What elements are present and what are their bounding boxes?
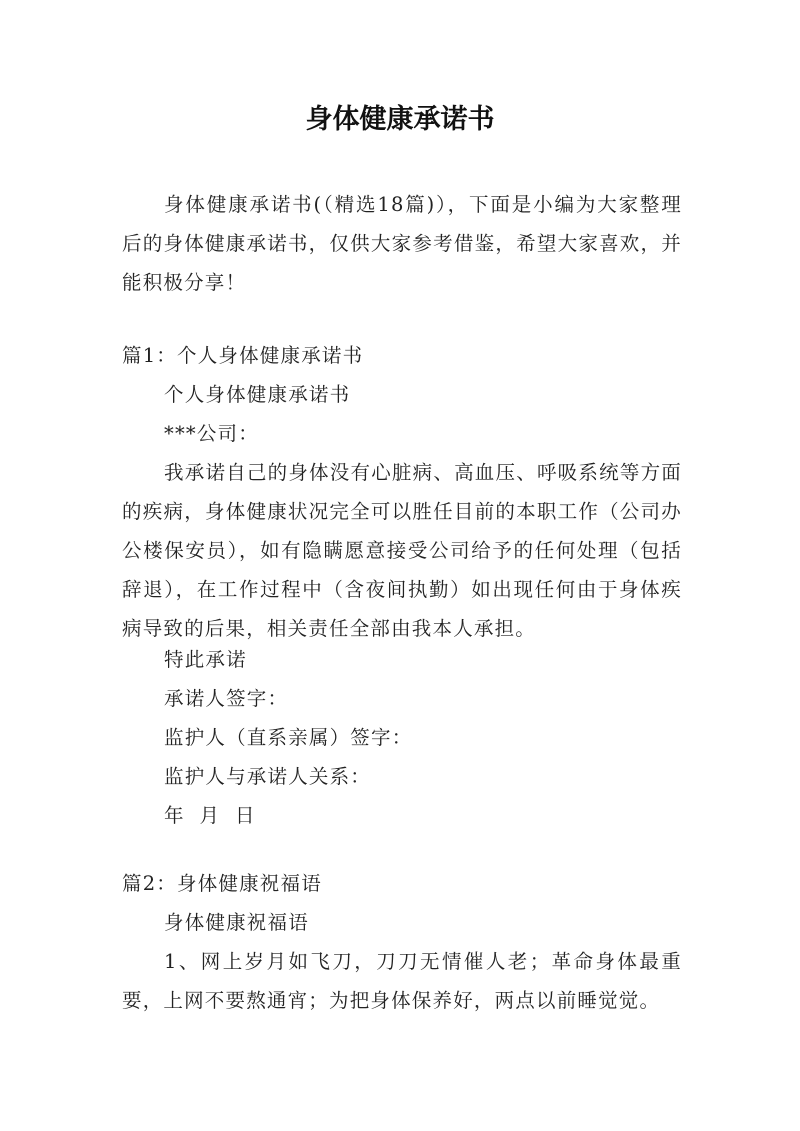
relation-line: 监护人与承诺人关系：	[164, 765, 372, 788]
document-title: 身体健康承诺书	[305, 104, 495, 135]
intro-paragraph: 身体健康承诺书(（精选18篇)），下面是小编为大家整理后的身体健康承诺书，仅供大家参考借鉴，希望大家喜欢，并能积极分享！	[122, 193, 682, 294]
addressee-line: ***公司：	[164, 422, 259, 445]
signer-line: 承诺人签字：	[164, 687, 289, 710]
section-2-heading: 篇2：身体健康祝福语	[122, 872, 322, 895]
guardian-signature-line: 监护人（直系亲属）签字：	[164, 726, 413, 749]
section-2-subtitle: 身体健康祝福语	[164, 911, 309, 934]
blessing-item-1: 1、网上岁月如飞刀，刀刀无情催人老；革命身体最重要，上网不要熬通宵；为把身体保养好，两点以前睡觉觉。	[122, 950, 682, 1012]
commitment-body: 我承诺自己的身体没有心脏病、高血压、呼吸系统等方面的疾病，身体健康状况完全可以胜任目前的本职工作（公司办公楼保安员），如有隐瞒愿意接受公司给予的任何处理（包括辞退），在工作过程中（含夜间执勤）如出现任何由于身体疾病导致的后果，相关责任全部由我本人承担。	[122, 461, 682, 640]
section-1-heading: 篇1：个人身体健康承诺书	[122, 344, 364, 367]
closing-line: 特此承诺	[164, 648, 247, 671]
section-1-subtitle: 个人身体健康承诺书	[164, 383, 351, 406]
date-line: 年 月 日	[164, 804, 256, 827]
